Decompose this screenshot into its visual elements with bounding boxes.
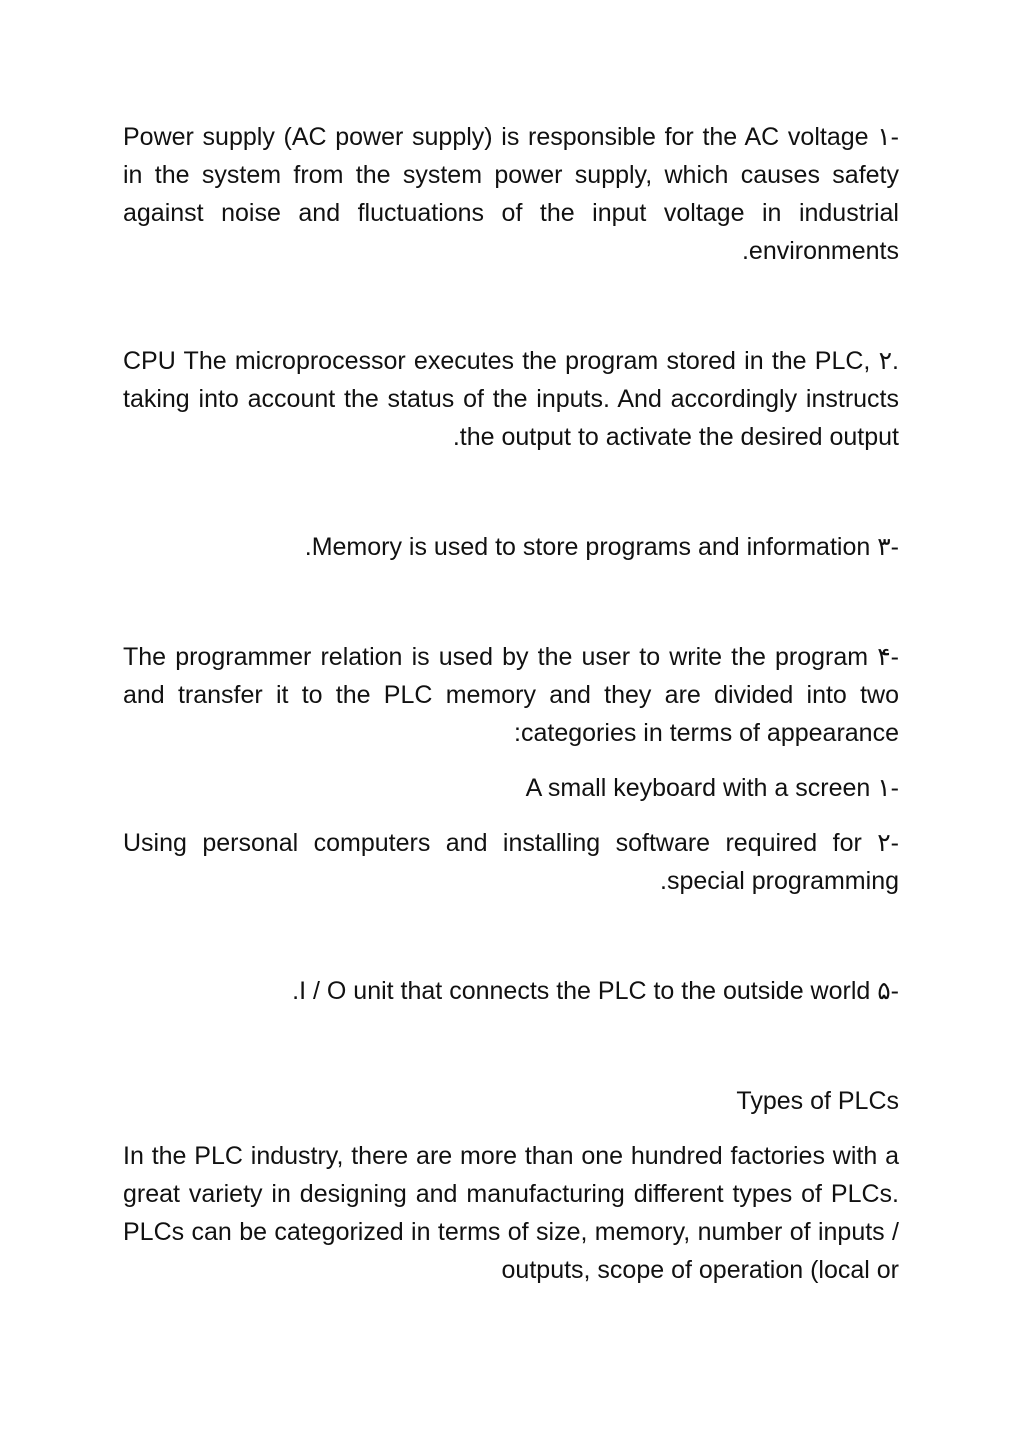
paragraph-io-unit: [123, 972, 899, 1010]
list-marker: -٣: [877, 533, 899, 561]
paragraph-keyboard-screen: [123, 769, 899, 807]
paragraph-plc-types: [123, 1137, 899, 1289]
paragraph-programmer: [123, 638, 899, 752]
paragraph-cpu: [123, 342, 899, 456]
list-marker: -۴: [877, 643, 899, 671]
list-marker: -٢: [877, 829, 899, 857]
list-marker: -١: [877, 123, 899, 151]
list-marker: -١: [877, 774, 899, 802]
paragraph-text: A small keyboard with a screen: [525, 774, 871, 802]
paragraph-text: I / O unit that connects the PLC to the outside world.: [292, 977, 871, 1005]
paragraph-power-supply: [123, 118, 899, 270]
section-heading: Types of PLCs: [736, 1087, 899, 1115]
paragraph-text: CPU The microprocessor executes the program stored in the PLC, taking into account the status of the inputs. And accordingly instructs the output to activate the desired output.: [123, 347, 899, 451]
list-marker: -۵: [877, 977, 899, 1005]
paragraph-text: The programmer relation is used by the user to write the program and transfer it to the PLC memory and they are divided into two categories in terms of appearance:: [123, 643, 899, 747]
document-page: [123, 118, 899, 1289]
paragraph-text: In the PLC industry, there are more than one hundred factories with a great variety in designing and manufacturing different types of PLCs. PLCs can be categorized in terms of size, memory, number of inputs / outputs, scope of operation (local or: [123, 1142, 899, 1284]
list-marker: .٢: [878, 347, 899, 375]
paragraph-personal-computers: [123, 824, 899, 900]
paragraph-memory: [123, 528, 899, 566]
paragraph-text: Memory is used to store programs and information.: [304, 533, 871, 561]
paragraph-text: Power supply (AC power supply) is responsible for the AC voltage in the system from the system power supply, which causes safety against noise and fluctuations of the input voltage in industrial environments.: [123, 123, 899, 265]
paragraph-text: Using personal computers and installing software required for special programming.: [123, 829, 899, 895]
